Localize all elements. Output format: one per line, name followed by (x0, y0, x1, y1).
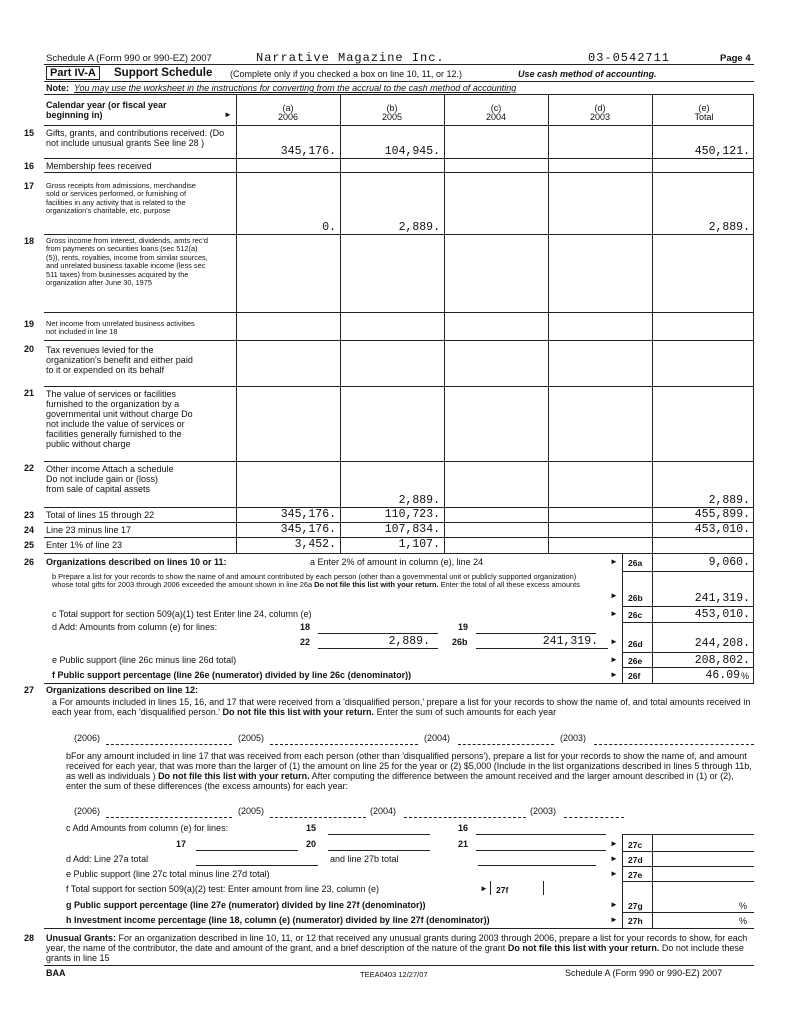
column-a-year: 2006 (277, 112, 299, 122)
arrow-icon: ► (610, 839, 618, 848)
rule (622, 834, 754, 835)
line-26a-label: a Enter 2% of amount in column (e), line 24 (310, 557, 484, 567)
line-26-title: Organizations described on lines 10 or 11: (46, 557, 227, 567)
rule (622, 866, 754, 867)
arrow-icon: ► (224, 110, 232, 119)
line-22-e: 2,889. (708, 494, 750, 507)
arrow-icon: ► (610, 557, 618, 566)
line-27a-year-2006: (2006) (74, 733, 101, 743)
line-27b-bold: Do not file this list with your return. (158, 771, 310, 781)
line-27b-year-2003: (2003) (530, 806, 557, 816)
line-17-b: 2,889. (398, 221, 440, 234)
box-26e-value: 208,802. (694, 654, 750, 667)
dashed-rule (404, 817, 526, 818)
rule (328, 834, 430, 835)
dashed-rule (594, 744, 754, 745)
rule (44, 553, 754, 554)
box-26d-label: 26d (628, 639, 643, 649)
rule (318, 648, 438, 649)
rule (478, 865, 596, 866)
note-text: You may use the worksheet in the instructions for converting from the accrual to the cash method of accounting (74, 83, 517, 93)
box-26a-label: 26a (628, 558, 643, 568)
box-27f-label: 27f (496, 885, 509, 895)
column-e-letter: (e) (698, 103, 710, 113)
box-26b-value: 241,319. (694, 592, 750, 605)
line-26b-label (52, 573, 597, 590)
column-c-year: 2004 (485, 112, 507, 122)
dashed-rule (106, 744, 232, 745)
rule (44, 461, 754, 462)
box-26e-label: 26e (628, 656, 643, 666)
line-28-label (46, 933, 752, 963)
line-27a-label (52, 697, 752, 717)
line-24-label: Line 23 minus line 17 (46, 525, 132, 535)
column-header-b (340, 104, 444, 122)
part-subtitle-cash: Use cash method of accounting. (518, 69, 657, 79)
line-24-number: 24 (24, 525, 35, 535)
line-17-number: 17 (24, 181, 35, 191)
part-title: Support Schedule (114, 67, 213, 79)
line-27f-label: f Total support for section 509(a)(2) test: Enter amount from line 23, column (e) (66, 884, 379, 894)
rule (44, 94, 754, 95)
rule (44, 965, 754, 966)
box-26d-value: 244,208. (694, 637, 750, 650)
line-23-e: 455,899. (694, 508, 750, 521)
box-26c-label: 26c (628, 610, 643, 620)
grid-line (236, 94, 237, 553)
line-27b-label (66, 751, 754, 791)
line-17-label: Gross receipts from admissions, merchandise sold or services performed, or furnishing of facilities in any activity that is related to the organization's charitable, etc, purpose (46, 181, 196, 216)
line-27a-bold: Do not file this list with your return. (222, 707, 375, 717)
column-header-year: Calendar year (or fiscal year beginning in) (46, 100, 167, 120)
line-17-e: 2,889. (708, 221, 750, 234)
rule (44, 340, 754, 341)
arrow-icon: ► (480, 884, 488, 893)
line-24-b: 107,834. (384, 523, 440, 536)
rule (196, 850, 298, 851)
line-23-number: 23 (24, 510, 35, 520)
line-26c-label: c Total support for section 509(a)(1) test Enter line 24, column (e) (52, 609, 312, 619)
rule (44, 158, 754, 159)
line-18-number: 18 (24, 236, 35, 246)
line-27c-15: 15 (306, 823, 317, 833)
column-c-letter: (c) (490, 103, 502, 113)
column-e-total: Total (694, 112, 714, 122)
line-25-b: 1,107. (398, 538, 440, 551)
line-15-a: 345,176. (280, 145, 336, 158)
footer-form-code: TEEA0403 12/27/07 (360, 970, 428, 979)
dashed-rule (564, 817, 624, 818)
footer-baa: BAA (46, 968, 66, 978)
line-27a-year-2004: (2004) (424, 733, 451, 743)
line-27b-year-2005: (2005) (238, 806, 265, 816)
line-20-number: 20 (24, 344, 35, 354)
rule (622, 571, 754, 572)
line-27-title: Organizations described on line 12: (46, 685, 199, 695)
line-26e-label: e Public support (line 26c minus line 26d total) (52, 655, 237, 665)
box-27e-label: 27e (628, 870, 643, 880)
arrow-icon: ► (610, 900, 618, 909)
line-26d-19: 19 (458, 622, 469, 632)
line-26d-18: 18 (300, 622, 311, 632)
arrow-icon: ► (610, 655, 618, 664)
line-18-label: Gross income from interest, dividends, amts rec'd from payments on securities loans (sec 512(a)(5)), rents, royalties, income from similar sources, and unrelated business taxable income (less sec 511 taxes) from businesses acquired by the organization after June 30, 1975 (46, 236, 209, 288)
box-27h-percent: % (739, 916, 748, 926)
line-27c-21: 21 (458, 839, 469, 849)
line-23-b: 110,723. (384, 508, 440, 521)
arrow-icon: ► (610, 591, 618, 600)
line-21-label: The value of services or facilities furnished to the organization by a governmental unit without charge Do not include the value of services or facilities generally furnished to the public without charge (46, 389, 193, 449)
box-27d-label: 27d (628, 855, 643, 865)
column-header-a (236, 104, 340, 122)
schedule-header-label: Schedule A (Form 990 or 990-EZ) 2007 (46, 53, 212, 64)
arrow-icon: ► (610, 637, 618, 646)
rule (328, 850, 430, 851)
line-28-bold: Do not file this list with your return. (507, 943, 660, 953)
line-15-label: Gifts, grants, and contributions received. (Do not include unusual grants See line 28 ) (46, 128, 225, 148)
line-26-number: 26 (24, 557, 35, 567)
rule (622, 606, 754, 607)
rule (622, 851, 754, 852)
grid-line (652, 94, 653, 553)
line-27b-year-2004: (2004) (370, 806, 397, 816)
rule (622, 912, 754, 913)
line-26b-text: b Prepare a list for your records to show the name of and amount contributed by each person (other than a governmental unit or publicly supported organization) whose total gifts for 2003 through 2006 exceeded the amount shown in line 26a (52, 572, 577, 590)
line-24-a: 345,176. (280, 523, 336, 536)
line-17-a: 0. (322, 221, 336, 234)
line-26d-label: d Add: Amounts from column (e) for lines: (52, 622, 218, 632)
grid-line (444, 94, 445, 553)
box-26c-value: 453,010. (694, 608, 750, 621)
line-26d-22: 22 (300, 637, 311, 647)
rule (476, 648, 608, 649)
grid-line (340, 94, 341, 553)
rule (476, 633, 596, 634)
line-28-end: Do not include these grants in line 15 (46, 943, 744, 963)
column-header-c (444, 104, 548, 122)
line-22-number: 22 (24, 463, 35, 473)
box-27c-label: 27c (628, 840, 643, 850)
rule (44, 683, 754, 684)
line-15-number: 15 (24, 128, 35, 138)
line-26f-label: f Public support percentage (line 26e (numerator) divided by line 26c (denominator)) (52, 670, 412, 680)
column-b-letter: (b) (386, 103, 398, 113)
grid-line (753, 94, 754, 553)
line-22-b: 2,889. (398, 494, 440, 507)
box-26f-value: 46.09 (705, 669, 740, 682)
line-27b-year-2006: (2006) (74, 806, 101, 816)
header-rule (44, 64, 754, 65)
arrow-icon: ► (610, 609, 618, 618)
line-23-label: Total of lines 15 through 22 (46, 510, 155, 520)
line-27a-year-2003: (2003) (560, 733, 587, 743)
rule (622, 667, 754, 668)
column-d-year: 2003 (589, 112, 611, 122)
note-label: Note: (46, 83, 69, 93)
employer-id-number: 03-0542711 (588, 51, 671, 65)
line-19-number: 19 (24, 319, 35, 329)
line-26d-26b-value: 241,319. (542, 635, 598, 648)
line-27g-label: g Public support percentage (line 27e (numerator) divided by line 27f (denominator)) (66, 900, 426, 910)
line-27d-label: d Add: Line 27a total (66, 854, 149, 864)
arrow-icon: ► (610, 670, 618, 679)
line-26b-end: Enter the total of all these excess amounts (440, 580, 580, 590)
arrow-icon: ► (610, 869, 618, 878)
line-19-label: Net income from unrelated business activities not included in line 18 (46, 319, 195, 337)
line-27b-text: bFor any amount included in line 17 that was received from each person (other than 'disqualified persons'), prepare a list for your records to show the name of, and amount received for each year, that was more than the larger of (1) the amount on line 25 for the year or (2) $5,000 (Include in the list organizations described in lines 5 through 11b, as well as individuals ) (66, 751, 752, 781)
line-27a-year-2005: (2005) (238, 733, 265, 743)
rule (622, 652, 754, 653)
line-25-label: Enter 1% of line 23 (46, 540, 123, 550)
line-25-a: 3,452. (294, 538, 336, 551)
line-26d-26b: 26b (452, 637, 468, 647)
box-27g-percent: % (739, 901, 748, 911)
line-28-title: Unusual Grants: (46, 933, 117, 943)
rule (44, 125, 754, 126)
dashed-rule (270, 744, 418, 745)
rule (44, 172, 754, 173)
arrow-icon: ► (610, 854, 618, 863)
column-b-year: 2005 (381, 112, 403, 122)
column-d-letter: (d) (594, 103, 606, 113)
line-27b-end: After computing the difference between the amount received and the larger amount described in (1) or (2), enter the sum of these differences (the excess amounts) for each year: (66, 771, 734, 791)
grid-line (753, 554, 754, 683)
column-header-e (652, 104, 756, 122)
line-22-label: Other income Attach a schedule Do not include gain or (loss) from sale of capital assets (46, 464, 174, 494)
arrow-icon: ► (610, 915, 618, 924)
line-27h-label: h Investment income percentage (line 18, column (e) (numerator) divided by line 27f (denominator)) (66, 915, 490, 925)
dashed-rule (458, 744, 554, 745)
grid-line (548, 94, 549, 553)
line-28-text: For an organization described in line 10, 11, or 12 that received any unusual grants during 2003 through 2006, prepare a list for your records to show, for each year, the name of the contributor, the date and amount of the grant, and a brief description of the nature of the grant (46, 933, 748, 953)
box-27h-label: 27h (628, 916, 643, 926)
page-number: Page 4 (720, 53, 751, 64)
line-27-number: 27 (24, 685, 35, 695)
rule (44, 81, 754, 82)
line-27a-end: Enter the sum of such amounts for each year (376, 707, 557, 717)
line-15-e: 450,121. (694, 145, 750, 158)
rule (318, 633, 438, 634)
rule (622, 622, 754, 623)
line-25-number: 25 (24, 540, 35, 550)
line-26b-bold: Do not file this list with your return. (314, 580, 439, 590)
rule (44, 234, 754, 235)
rule (476, 834, 606, 835)
column-a-letter: (a) (282, 103, 294, 113)
rule (44, 386, 754, 387)
line-26d-22-value: 2,889. (388, 635, 430, 648)
line-15-b: 104,945. (384, 145, 440, 158)
dashed-rule (270, 817, 366, 818)
line-27d-mid: and line 27b total (330, 854, 399, 864)
organization-name: Narrative Magazine Inc. (256, 51, 445, 65)
line-27c-16: 16 (458, 823, 469, 833)
line-16-label: Membership fees received (46, 161, 152, 171)
line-27c-17: 17 (176, 839, 187, 849)
part-label: Part IV-A (46, 66, 100, 80)
rule (476, 850, 606, 851)
line-27c-20: 20 (306, 839, 317, 849)
rule (622, 881, 754, 882)
box-27g-label: 27g (628, 901, 643, 911)
line-20-label: Tax revenues levied for the organization's benefit and either paid to it or expended on its behalf (46, 345, 193, 375)
line-27e-label: e Public support (line 27c total minus line 27d total) (66, 869, 270, 879)
line-24-e: 453,010. (694, 523, 750, 536)
grid-line (622, 554, 623, 683)
part-subtitle: (Complete only if you checked a box on line 10, 11, or 12.) (230, 69, 462, 79)
rule (196, 865, 318, 866)
line-27a-text: a For amounts included in lines 15, 16, and 17 that were received from a 'disqualified person,' prepare a list for your records to show the name of, and total amounts received in each year from, each 'disqualified person.' (52, 697, 751, 717)
rule (44, 928, 754, 929)
line-21-number: 21 (24, 388, 35, 398)
box-26f-percent: % (741, 671, 750, 681)
footer-schedule-label: Schedule A (Form 990 or 990-EZ) 2007 (565, 968, 723, 978)
dashed-rule (106, 817, 232, 818)
line-16-number: 16 (24, 161, 35, 171)
column-header-d (548, 104, 652, 122)
rule (44, 312, 754, 313)
box-26b-label: 26b (628, 593, 643, 603)
grid-line (652, 554, 653, 683)
line-27c-label: c Add Amounts from column (e) for lines: (66, 823, 229, 833)
line-28-number: 28 (24, 933, 35, 943)
box-26f-label: 26f (628, 671, 641, 681)
line-23-a: 345,176. (280, 508, 336, 521)
box-26a-value: 9,060. (708, 556, 750, 569)
